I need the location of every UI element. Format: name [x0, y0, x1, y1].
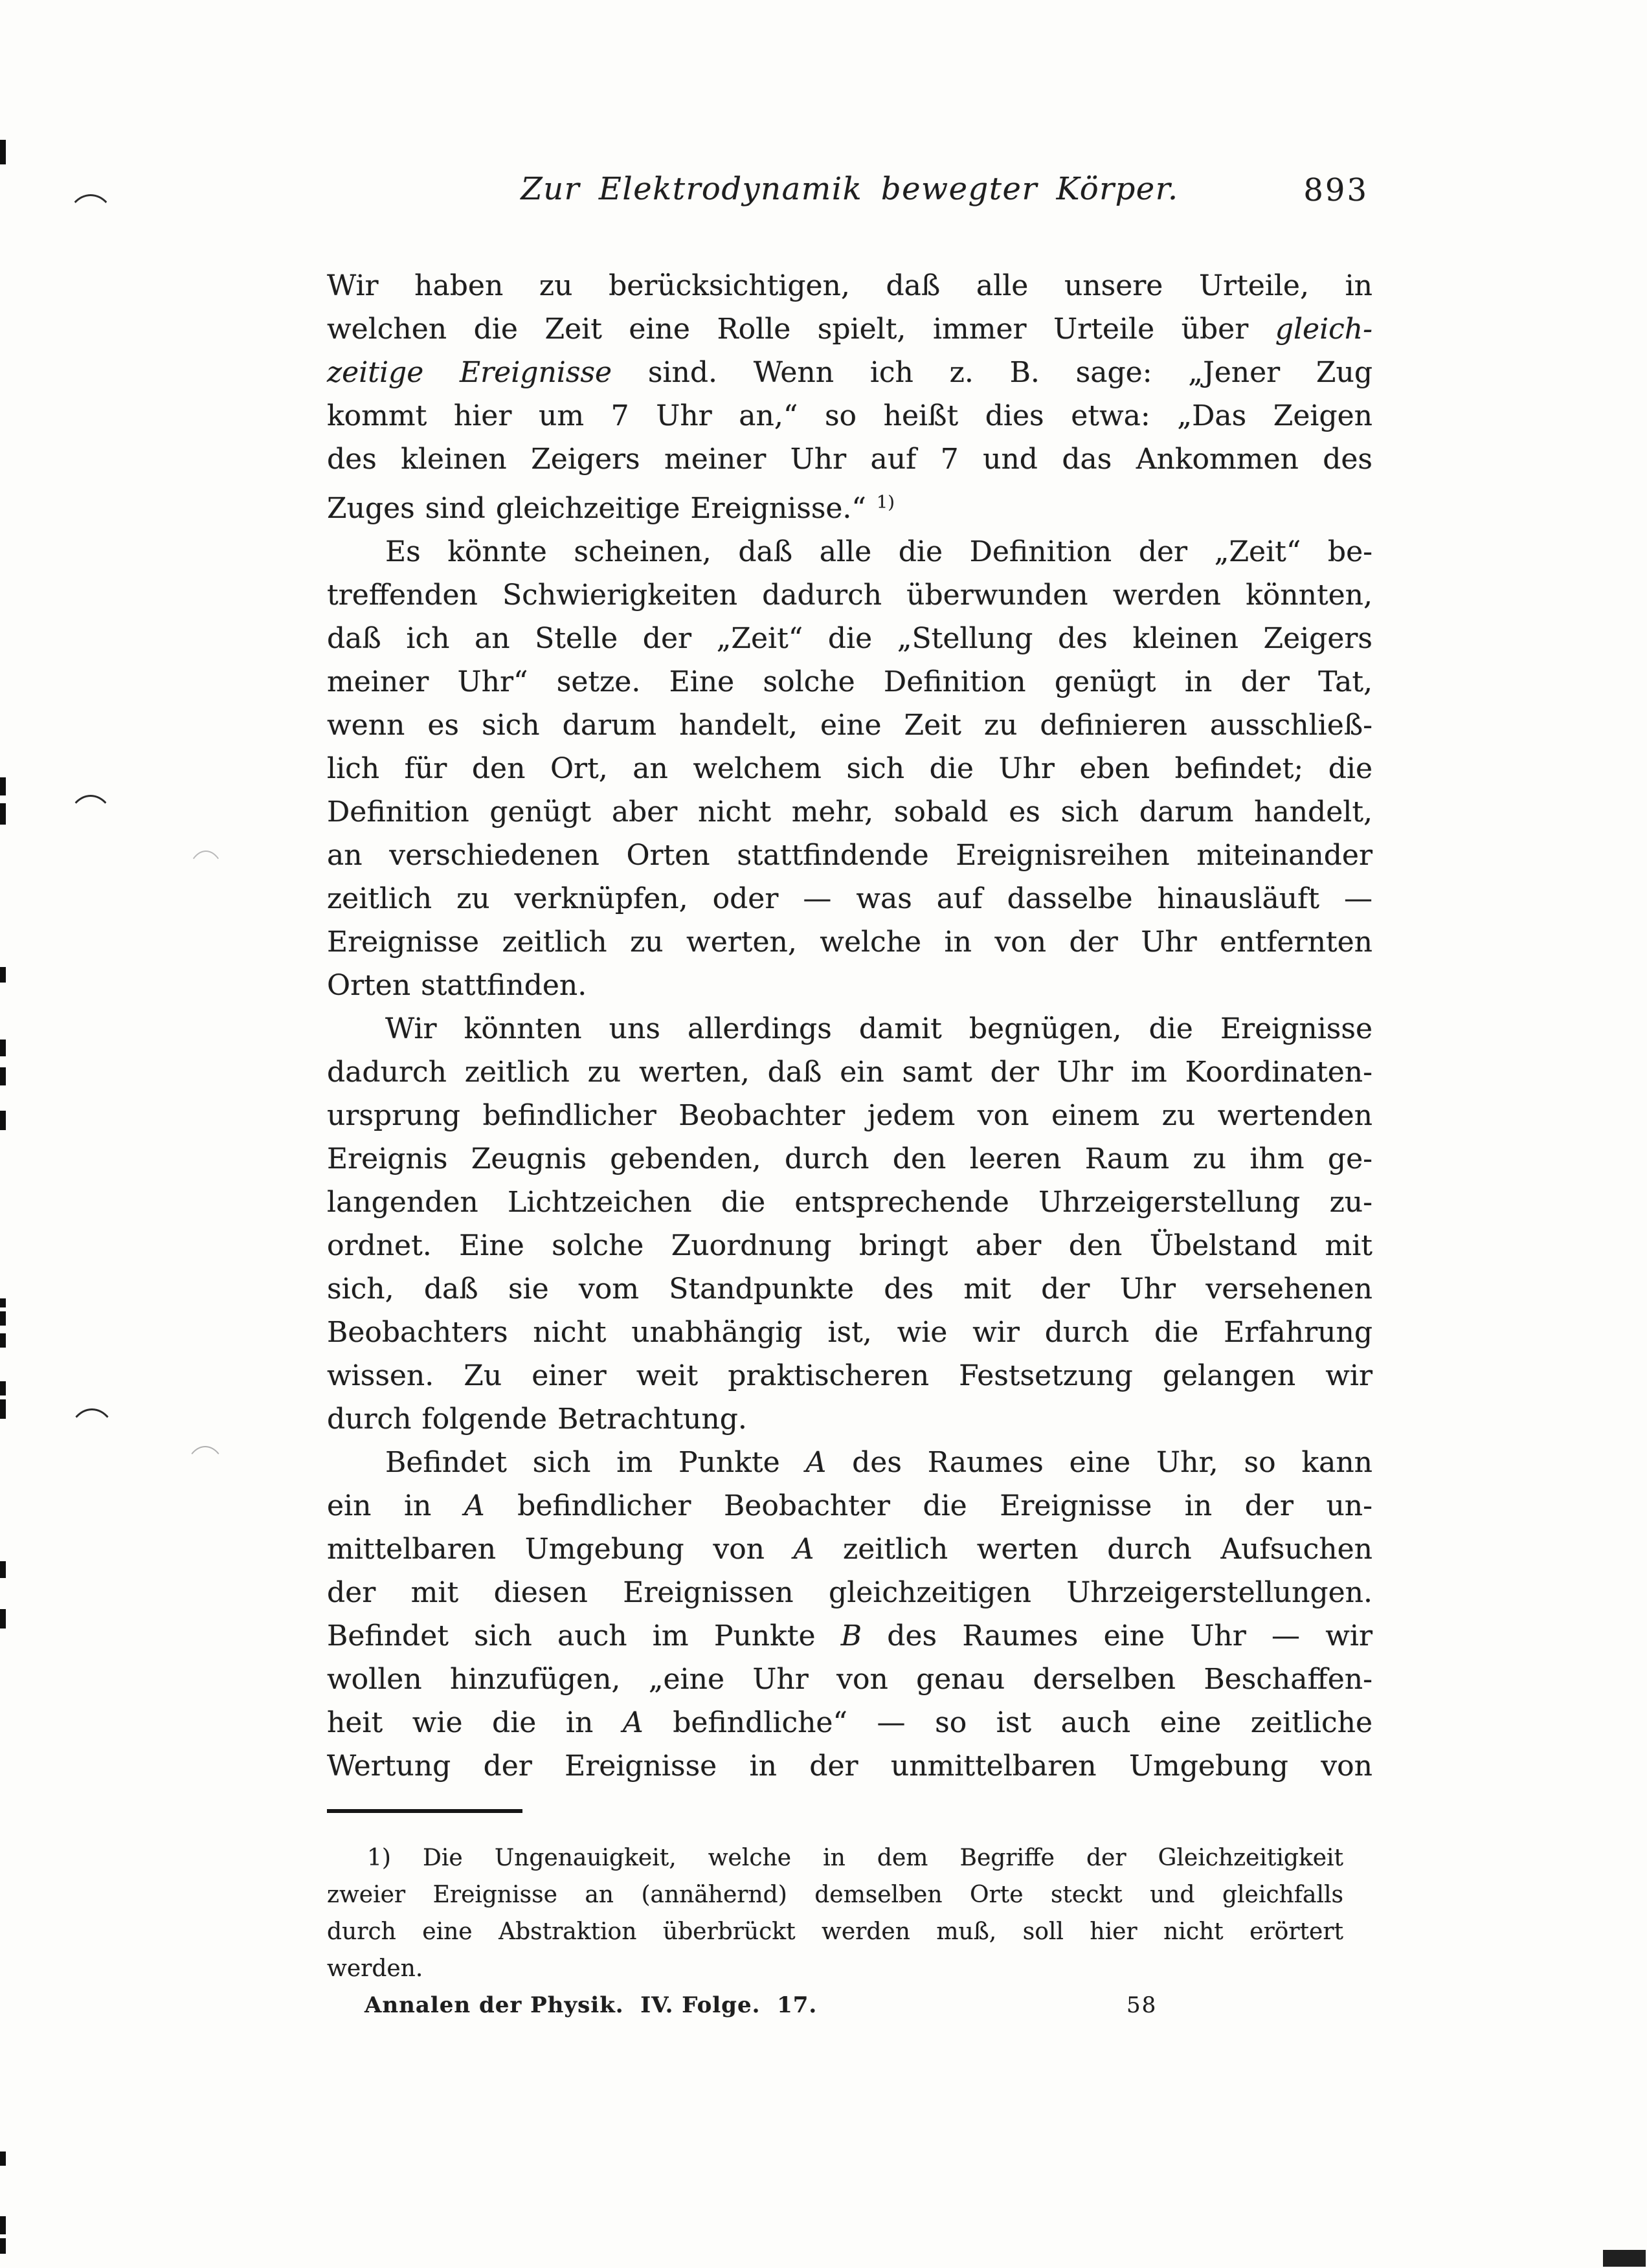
- text-run: des Raumes eine Uhr, so kann: [826, 1446, 1372, 1479]
- text-run: des kleinen Zeigers meiner Uhr auf 7 und das Ankommen des: [327, 443, 1372, 476]
- body-line: [327, 438, 1372, 481]
- scan-artifact-dash: [0, 1311, 6, 1326]
- scan-artifact-hole-arc: [184, 1446, 227, 1508]
- scan-artifact-dash: [0, 1111, 6, 1130]
- scan-artifact-hole-arc: [67, 795, 114, 852]
- scan-artifact-hole-arc: [185, 850, 227, 922]
- scan-artifact-dash: [0, 2151, 6, 2166]
- body-line: [327, 1094, 1372, 1137]
- body-line: [327, 1441, 1372, 1484]
- text-run: kommt hier um 7 Uhr an,“ so heißt dies etwa: „Das Zeigen: [327, 399, 1372, 432]
- body-line: [327, 307, 1372, 351]
- body-line: [327, 964, 1372, 1007]
- text-run: Wertung der Ereignisse in der unmittelbaren Umgebung von: [327, 1750, 1372, 1783]
- text-run: Wir könnten uns allerdings damit begnügen, die Ereignisse: [385, 1012, 1372, 1045]
- scan-artifact-corner-mark: [1603, 2250, 1646, 2267]
- body-line: [327, 1137, 1372, 1181]
- text-run: daß ich an Stelle der „Zeit“ die „Stellung des kleinen Zeigers: [327, 622, 1372, 655]
- scan-artifact-dash: [0, 803, 6, 825]
- body-line: [327, 790, 1372, 834]
- text-run: lich für den Ort, an welchem sich die Uhr eben befindet; die: [327, 752, 1372, 785]
- body-line: [327, 617, 1372, 660]
- body-line: [327, 1181, 1372, 1224]
- text-run: zeitlich zu verknüpfen, oder — was auf dasselbe hinausläuft —: [327, 882, 1372, 915]
- text-run: Befindet sich auch im Punkte: [327, 1619, 841, 1652]
- page-footer: [327, 1992, 1372, 2026]
- footnote-line: [327, 1840, 1343, 1876]
- scan-artifact-dash: [0, 1561, 6, 1578]
- body-line: [327, 1397, 1372, 1441]
- italic-run: zeitige Ereignisse: [327, 356, 612, 389]
- scan-artifact-dash: [0, 140, 6, 164]
- scan-artifact-dash: [0, 1040, 6, 1056]
- body-line: [327, 1311, 1372, 1354]
- italic-run: A: [805, 1446, 827, 1479]
- body-text: [327, 264, 1372, 1788]
- italic-run: B: [840, 1619, 862, 1652]
- scan-artifact-dash: [0, 967, 6, 983]
- page-header-title: Zur Elektrodynamik bewegter Körper.: [521, 171, 1179, 207]
- text-run: wollen hinzufügen, „eine Uhr von genau derselben Beschaffen-: [327, 1663, 1372, 1696]
- scan-artifact-dash: [0, 2216, 6, 2234]
- body-line: [327, 1571, 1372, 1614]
- text-run: zeitlich werten durch Aufsuchen: [814, 1533, 1373, 1566]
- text-run: Definition genügt aber nicht mehr, sobald es sich darum handelt,: [327, 795, 1372, 828]
- text-run: an verschiedenen Orten stattfindende Ereignisreihen miteinander: [327, 839, 1372, 872]
- scan-artifact-dash: [0, 1067, 6, 1085]
- text-run: ordnet. Eine solche Zuordnung bringt aber den Übelstand mit: [327, 1229, 1372, 1262]
- body-line: [327, 351, 1372, 394]
- text-run: durch eine Abstraktion überbrückt werden muß, soll hier nicht erörtert: [327, 1918, 1343, 1945]
- text-run: sind. Wenn ich z. B. sage: „Jener Zug: [612, 356, 1372, 389]
- italic-run: A: [464, 1489, 485, 1522]
- text-run: Orten stattfinden.: [327, 969, 587, 1002]
- scan-artifact-hole-arc: [67, 194, 115, 250]
- text-run: befindliche“ — so ist auch eine zeitliche: [643, 1706, 1372, 1739]
- scan-artifact-dash: [0, 1333, 6, 1348]
- text-run: sich, daß sie vom Standpunkte des mit der Uhr versehenen: [327, 1273, 1372, 1306]
- body-line: [327, 1051, 1372, 1094]
- footer-signature-mark: 58: [1126, 1992, 1158, 2018]
- footnote-separator: [327, 1809, 522, 1813]
- body-line: [327, 834, 1372, 877]
- footnote-line: [327, 1950, 1343, 1987]
- page-header: [327, 170, 1372, 216]
- text-run: wenn es sich darum handelt, eine Zeit zu definieren ausschließ-: [327, 709, 1372, 742]
- body-line: [327, 1744, 1372, 1788]
- body-line: [327, 573, 1372, 617]
- body-line: [327, 660, 1372, 704]
- footnote-marker: 1): [876, 493, 895, 513]
- text-run: des Raumes eine Uhr — wir: [862, 1619, 1372, 1652]
- body-line: [327, 1701, 1372, 1744]
- footnote-line: [327, 1876, 1343, 1913]
- text-run: befindlicher Beobachter die Ereignisse in der un-: [484, 1489, 1372, 1522]
- body-line: [327, 1224, 1372, 1267]
- scan-artifact-dash: [0, 1381, 6, 1395]
- text-run: ein in: [327, 1489, 464, 1522]
- text-run: Es könnte scheinen, daß alle die Definition der „Zeit“ be-: [385, 535, 1372, 568]
- italic-run: A: [622, 1706, 644, 1739]
- scan-artifact-dash: [0, 777, 6, 795]
- scan-artifact-hole-arc: [67, 1408, 117, 1471]
- text-run: ursprung befindlicher Beobachter jedem von einem zu wertenden: [327, 1099, 1372, 1132]
- text-run: treffenden Schwierigkeiten dadurch überwunden werden könnten,: [327, 579, 1372, 612]
- scan-artifact-dash: [0, 1399, 6, 1419]
- body-line: [327, 877, 1372, 920]
- body-line: [327, 481, 1372, 530]
- italic-run: gleich-: [1275, 313, 1372, 346]
- page-number: 893: [1303, 172, 1369, 208]
- text-run: Zuges sind gleichzeitige Ereignisse.“: [327, 492, 877, 525]
- scan-artifact-dash: [0, 2238, 6, 2254]
- text-run: meiner Uhr“ setze. Eine solche Definition genügt in der Tat,: [327, 665, 1372, 698]
- body-line: [327, 264, 1372, 307]
- body-line: [327, 920, 1372, 964]
- body-line: [327, 1007, 1372, 1051]
- text-run: dadurch zeitlich zu werten, daß ein samt der Uhr im Koordinaten-: [327, 1056, 1372, 1089]
- body-line: [327, 394, 1372, 438]
- text-run: werden.: [327, 1955, 423, 1982]
- text-run: welchen die Zeit eine Rolle spielt, immer Urteile über: [327, 313, 1275, 346]
- footer-journal-reference: Annalen der Physik. IV. Folge. 17.: [364, 1992, 818, 2018]
- text-run: wissen. Zu einer weit praktischeren Festsetzung gelangen wir: [327, 1359, 1372, 1392]
- text-run: langenden Lichtzeichen die entsprechende Uhrzeigerstellung zu-: [327, 1186, 1372, 1219]
- scan-artifact-dash: [0, 1609, 6, 1629]
- text-run: zweier Ereignisse an (annähernd) demselben Orte steckt und gleichfalls: [327, 1882, 1343, 1908]
- body-line: [327, 1354, 1372, 1397]
- footnote: [327, 1840, 1343, 1987]
- body-line: [327, 704, 1372, 747]
- text-run: Wir haben zu berücksichtigen, daß alle unsere Urteile, in: [327, 269, 1372, 302]
- body-line: [327, 530, 1372, 573]
- text-run: der mit diesen Ereignissen gleichzeitigen Uhrzeigerstellungen.: [327, 1576, 1372, 1609]
- text-run: heit wie die in: [327, 1706, 623, 1739]
- text-run: Ereignis Zeugnis gebenden, durch den leeren Raum zu ihm ge-: [327, 1142, 1372, 1175]
- text-run: Ereignisse zeitlich zu werten, welche in von der Uhr entfernten: [327, 926, 1372, 959]
- italic-run: A: [793, 1533, 814, 1566]
- text-run: Beobachters nicht unabhängig ist, wie wir durch die Erfahrung: [327, 1316, 1372, 1349]
- text-run: Befindet sich im Punkte: [385, 1446, 806, 1479]
- body-line: [327, 1528, 1372, 1571]
- body-line: [327, 747, 1372, 790]
- text-run: mittelbaren Umgebung von: [327, 1533, 794, 1566]
- body-line: [327, 1658, 1372, 1701]
- body-line: [327, 1267, 1372, 1311]
- body-line: [327, 1614, 1372, 1658]
- text-run: durch folgende Betrachtung.: [327, 1403, 747, 1436]
- scan-artifact-dash: [0, 1298, 6, 1307]
- footnote-line: [327, 1913, 1343, 1950]
- text-run: 1) Die Ungenauigkeit, welche in dem Begriffe der Gleichzeitigkeit: [367, 1845, 1343, 1871]
- body-line: [327, 1484, 1372, 1528]
